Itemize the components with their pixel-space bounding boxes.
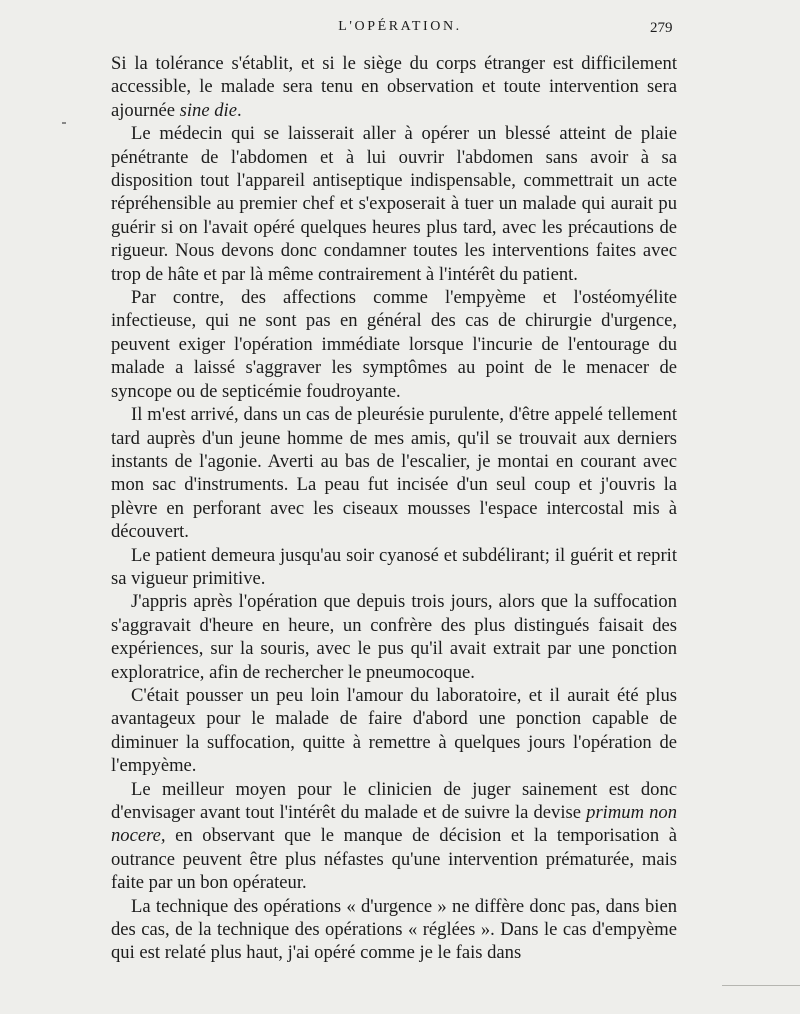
page-number: 279: [650, 20, 673, 36]
paragraph: Il m'est arrivé, dans un cas de pleurésie purulente, d'être appelé tellement tard auprès d'un jeune homme de mes amis, qu'il se trouvait aux derniers instants de l'agonie. Averti au bas de l'escalier, je montai en courant avec mon sac d'instruments. La peau fut incisée d'un seul coup et j'ouvris la plèvre en perforant avec les ciseaux mousses l'espace intercostal mis à découvert.: [111, 404, 677, 543]
margin-mark: [62, 122, 66, 124]
paragraph: Le médecin qui se laisserait aller à opérer un blessé atteint de plaie pénétrante de l'abdomen et à lui ouvrir l'abdomen sans avoir à sa disposition tout l'appareil antiseptique indispensable, commettrait un acte répréhensible au premier chef et s'exposerait à tuer un malade qui aurait pu guérir si on l'avait opéré quelques heures plus tard, avec les précautions de rigueur. Nous devons donc condamner toutes les interventions faites avec trop de hâte et par là même contrairement à l'intérêt du patient.: [111, 123, 677, 285]
italic-phrase: sine die: [179, 99, 237, 121]
italic-phrase: primum non nocere,: [111, 802, 678, 847]
body-text: [111, 52, 677, 965]
paragraph: C'était pousser un peu loin l'amour du laboratoire, et il aurait été plus avantageux pour le malade de faire d'abord une ponction capable de diminuer la suffocation, quitte à remettre à quelques jours l'opération de l'empyème.: [111, 684, 677, 777]
paragraph: Le patient demeura jusqu'au soir cyanosé et subdélirant; il guérit et reprit sa vigueur primitive.: [111, 544, 677, 589]
text-run: en observant que le manque de décision et la temporisation à outrance peuvent être plus néfastes qu'une intervention prématurée, mais faite par un bon opérateur.: [111, 825, 677, 894]
paragraph: [111, 52, 677, 122]
paragraph: J'appris après l'opération que depuis trois jours, alors que la suffocation s'aggravait d'heure en heure, un confrère des plus distingués faisait des expériences, sur la souris, avec le pus qu'il avait extrait par une ponction exploratrice, afin de rechercher le pneumocoque.: [111, 591, 677, 683]
paragraph: Par contre, des affections comme l'empyème et l'ostéomyélite infectieuse, qui ne sont pas en général des cas de chirurgie d'urgence, peuvent exiger l'opération immédiate lorsque l'incurie de l'entourage du malade a laissé s'aggraver les symptômes au point de le menacer de syncope ou de septicémie foudroyante.: [111, 287, 677, 402]
paragraph: [111, 778, 677, 895]
running-head: L'OPÉRATION.: [338, 19, 462, 34]
page-edge-line: [722, 985, 800, 986]
text-run: Le meilleur moyen pour le clinicien de juger sainement est donc d'envisager avant tout l'intérêt du malade et de suivre la devise: [111, 778, 677, 823]
text-run: .: [236, 99, 242, 121]
paragraph: La technique des opérations « d'urgence » ne diffère donc pas, dans bien des cas, de la technique des opérations « réglées ». Dans le cas d'empyème qui est relaté plus haut, j'ai opéré comme je le fais dans: [111, 895, 677, 964]
text-run: Si la tolérance s'établit, et si le siège du corps étranger est difficilement accessible, le malade sera tenu en observation et toute intervention sera ajournée: [111, 53, 677, 121]
